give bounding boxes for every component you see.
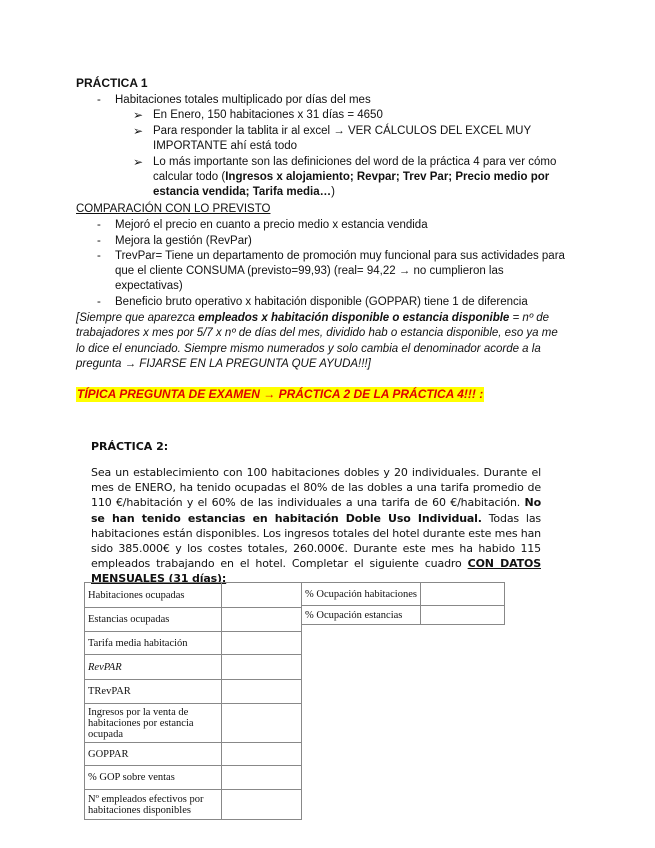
arrow-bullet-icon: ➢ [133, 155, 144, 169]
text-run-bold: estancia vendida; Tarifa media… [153, 186, 332, 198]
table-value-cell[interactable] [222, 608, 302, 632]
text-run: ) [331, 186, 335, 198]
sub-bullet-text: En Enero, 150 habitaciones x 31 días = 4650 [153, 109, 383, 121]
table-value-cell[interactable] [222, 743, 302, 766]
table-label-cell: Habitaciones ocupadas [85, 583, 222, 608]
table-label-cell: Tarifa media habitación [85, 632, 222, 655]
table-value-cell[interactable] [421, 583, 505, 606]
text-run: calcular todo ( [153, 171, 226, 183]
bullet-dash: - [97, 296, 101, 308]
text-run: = nº de [509, 312, 550, 324]
table-value-cell[interactable] [222, 704, 302, 743]
table-label-cell: Ingresos por la venta de habitaciones por estancia ocupada [85, 704, 222, 743]
table-value-cell[interactable] [222, 632, 302, 655]
note-line [76, 311, 549, 326]
table-label-cell: Estancias ocupadas [85, 608, 222, 632]
bullet-text: Mejoró el precio en cuanto a precio medio x estancia vendida [115, 219, 428, 231]
table-label-cell: Nº empleados efectivos por habitaciones disponibles [85, 790, 222, 820]
table-value-cell[interactable] [222, 583, 302, 608]
sub-bullet-text: IMPORTANTE ahí está todo [153, 140, 298, 152]
practica2-statement [91, 465, 541, 587]
table-label-cell: GOPPAR [85, 743, 222, 766]
bullet-dash: - [97, 235, 101, 247]
note-line: trabajadores x mes por 5/7 x nº de días del mes, dividido hab o estancia disponible, eso ya me [76, 327, 558, 339]
sub-bullet-text [153, 170, 549, 185]
bullet-text: Mejora la gestión (RevPar) [115, 235, 252, 247]
text-run-bold: empleados x habitación disponible o estancia disponible [198, 312, 510, 324]
text-run-bold: Ingresos x alojamiento; Revpar; Trev Par; Precio medio por [225, 171, 550, 183]
results-table-right [301, 582, 505, 625]
bullet-dash: - [97, 94, 101, 106]
practica1-title: PRÁCTICA 1 [76, 76, 148, 90]
bullet-text: Habitaciones totales multiplicado por días del mes [115, 94, 371, 106]
text-run-bold: No se han tenido estancias en habitación Doble Uso Individual. [91, 496, 541, 525]
arrow-bullet-icon: ➢ [133, 124, 144, 138]
bullet-text: TrevPar= Tiene un departamento de promoción muy funcional para sus actividades para [115, 250, 565, 262]
table-label-cell: % Ocupación habitaciones [302, 583, 421, 606]
practica2-title: PRÁCTICA 2: [91, 440, 169, 453]
table-value-cell[interactable] [222, 790, 302, 820]
table-label-cell: RevPAR [85, 655, 222, 680]
text-run: [Siempre que aparezca [76, 312, 199, 324]
bullet-text: Beneficio bruto operativo x habitación disponible (GOPPAR) tiene 1 de diferencia [115, 296, 528, 308]
text-run: Sea un establecimiento con 100 habitaciones dobles y 20 individuales. Durante el mes de ENERO, ha tenido ocupadas el 80% de las dobles a una tarifa promedio de 110 €/habitación y el 60% de las individuales a una tarifa de 60 €/habitación. [91, 466, 541, 510]
arrow-bullet-icon: ➢ [133, 108, 144, 122]
sub-bullet-text: Para responder la tablita ir al excel → VER CÁLCULOS DEL EXCEL MUY [153, 125, 532, 137]
table-label-cell: % GOP sobre ventas [85, 766, 222, 790]
table-value-cell[interactable] [222, 680, 302, 704]
results-table-left [84, 582, 302, 820]
note-line: pregunta → FIJARSE EN LA PREGUNTA QUE AYUDA!!!] [76, 358, 371, 370]
bullet-dash: - [97, 250, 101, 262]
table-label-cell: TRevPAR [85, 680, 222, 704]
text-run-bold-underlined: CON DATOS MENSUALES (31 días): [91, 557, 541, 586]
note-line: lo dice el enunciado. Siempre mismo numerados y solo cambia el denominador acorde a la [76, 343, 541, 355]
comparison-heading: COMPARACIÓN CON LO PREVISTO [76, 203, 271, 215]
table-value-cell[interactable] [222, 766, 302, 790]
bullet-text: expectativas) [115, 280, 183, 292]
sub-bullet-text: Lo más importante son las definiciones del word de la práctica 4 para ver cómo [153, 156, 557, 168]
text-run: Todas las habitaciones están disponibles. Los ingresos totales del hotel durante este mes han sido 385.000€ y los costes totales, 260.000€. Durante este mes ha habido 115 empleados trabajando en el hotel. Completar el siguiente cuadro [91, 511, 541, 571]
table-value-cell[interactable] [222, 655, 302, 680]
bullet-dash: - [97, 219, 101, 231]
bullet-text: que el cliente CONSUMA (previsto=99,93) (real= 94,22 → no cumplieron las [115, 265, 504, 277]
sub-bullet-text [153, 185, 335, 200]
exam-tip-highlight: TÍPICA PREGUNTA DE EXAMEN → PRÁCTICA 2 DE LA PRÁCTICA 4!!! : [77, 387, 484, 401]
table-value-cell[interactable] [421, 606, 505, 625]
table-label-cell: % Ocupación estancias [302, 606, 421, 625]
